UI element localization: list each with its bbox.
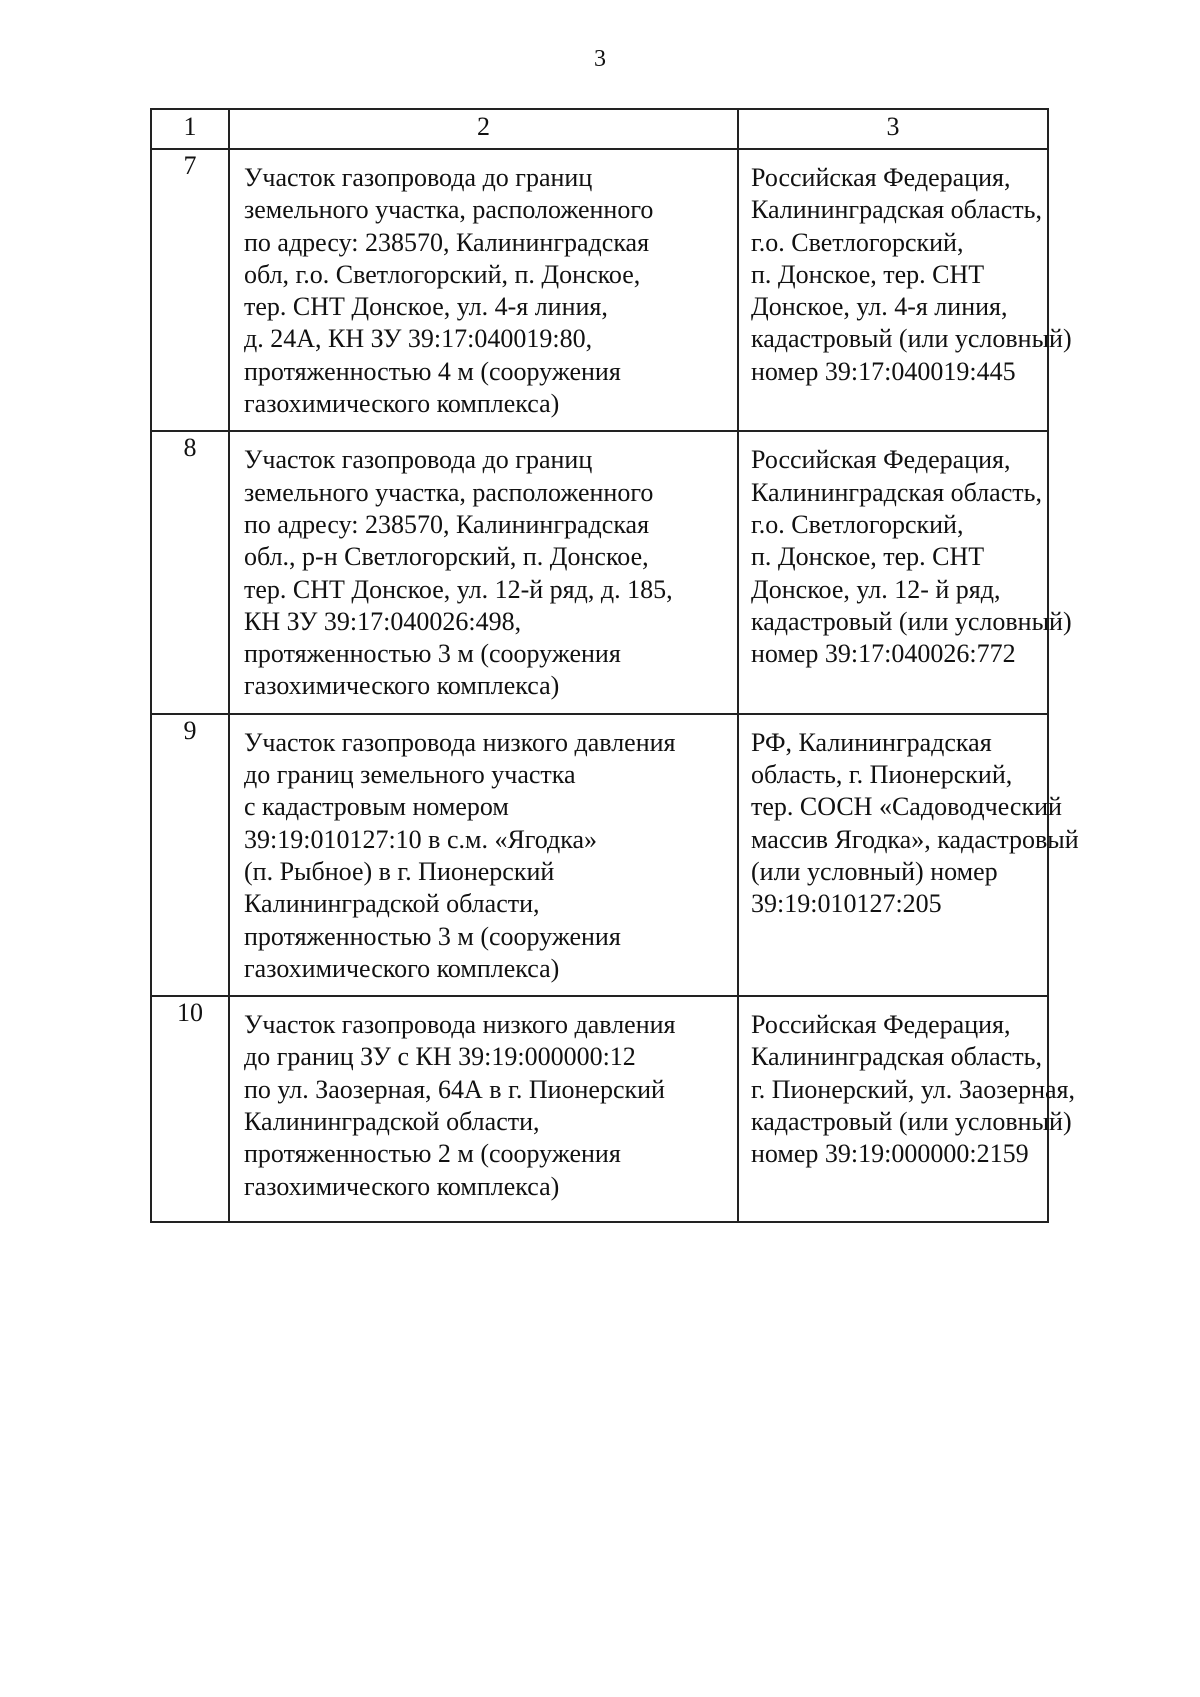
address-line: номер 39:17:040019:445 xyxy=(751,356,1016,386)
description-line: Участок газопровода до границ xyxy=(244,445,593,475)
address-line: Калининградская область, xyxy=(751,477,1042,507)
column-header: 3 xyxy=(738,109,1048,149)
description-line: КН ЗУ 39:17:040026:498, xyxy=(244,606,522,636)
object-description xyxy=(229,714,738,996)
description-line: газохимического комплекса) xyxy=(244,389,560,419)
description-line: земельного участка, расположенного xyxy=(244,477,654,507)
row-number: 8 xyxy=(151,431,229,713)
description-line: газохимического комплекса) xyxy=(244,1171,560,1201)
address-line: РФ, Калининградская xyxy=(751,727,992,757)
description-line: протяженностью 3 м (сооружения xyxy=(244,639,621,669)
description-line: д. 24А, КН ЗУ 39:17:040019:80, xyxy=(244,324,593,354)
table-row xyxy=(151,714,1048,996)
description-line: протяженностью 3 м (сооружения xyxy=(244,921,621,951)
address-line: кадастровый (или условный) xyxy=(751,606,1072,636)
description-line: с кадастровым номером xyxy=(244,792,509,822)
table-row xyxy=(151,431,1048,713)
row-number: 7 xyxy=(151,149,229,431)
address-line: (или условный) номер xyxy=(751,856,998,886)
address-line: тер. СОСН «Садоводческий xyxy=(751,792,1062,822)
address-line: г.о. Светлогорский, xyxy=(751,509,964,539)
object-description xyxy=(229,996,738,1222)
description-line: Калининградской области, xyxy=(244,1107,540,1137)
object-address xyxy=(738,996,1075,1222)
description-line: по ул. Заозерная, 64А в г. Пионерский xyxy=(244,1074,665,1104)
description-line: до границ земельного участка xyxy=(244,760,576,790)
object-description xyxy=(229,149,738,431)
column-header: 2 xyxy=(229,109,738,149)
address-line: кадастровый (или условный) xyxy=(751,1107,1072,1137)
object-description xyxy=(229,431,738,713)
registry-table xyxy=(150,108,1079,1223)
description-line: Участок газопровода низкого давления xyxy=(244,727,676,757)
description-line: газохимического комплекса) xyxy=(244,953,560,983)
address-line: Российская Федерация, xyxy=(751,163,1011,192)
table-row xyxy=(151,996,1048,1222)
address-line: кадастровый (или условный) xyxy=(751,324,1072,354)
description-line: по адресу: 238570, Калининградская xyxy=(244,509,650,539)
description-line: земельного участка, расположенного xyxy=(244,195,654,225)
table-row xyxy=(151,149,1048,431)
description-line: Калининградской области, xyxy=(244,889,540,919)
address-line: область, г. Пионерский, xyxy=(751,760,1013,790)
object-address xyxy=(738,714,1079,996)
description-line: обл, г.о. Светлогорский, п. Донское, xyxy=(244,259,641,289)
description-line: Участок газопровода до границ xyxy=(244,163,593,192)
column-header: 1 xyxy=(151,109,229,149)
row-number: 9 xyxy=(151,714,229,996)
description-line: 39:19:010127:10 в с.м. «Ягодка» xyxy=(244,824,598,854)
description-line: обл., р-н Светлогорский, п. Донское, xyxy=(244,542,649,572)
address-line: г. Пионерский, ул. Заозерная, xyxy=(751,1074,1075,1104)
object-address xyxy=(738,431,1072,713)
description-line: газохимического комплекса) xyxy=(244,671,560,701)
description-line: по адресу: 238570, Калининградская xyxy=(244,227,650,257)
address-line: номер 39:17:040026:772 xyxy=(751,639,1016,669)
address-line: Калининградская область, xyxy=(751,1042,1042,1072)
address-line: массив Ягодка», кадастровый xyxy=(751,824,1079,854)
description-line: до границ ЗУ с КН 39:19:000000:12 xyxy=(244,1042,636,1072)
table-header-row xyxy=(151,109,1048,149)
address-line: г.о. Светлогорский, xyxy=(751,227,964,257)
address-line: п. Донское, тер. СНТ xyxy=(751,259,985,289)
row-number: 10 xyxy=(151,996,229,1222)
address-line: Калининградская область, xyxy=(751,195,1042,225)
description-line: Участок газопровода низкого давления xyxy=(244,1010,676,1040)
description-line: протяженностью 2 м (сооружения xyxy=(244,1139,621,1169)
page-number: 3 xyxy=(594,46,606,72)
description-line: (п. Рыбное) в г. Пионерский xyxy=(244,856,555,886)
address-line: п. Донское, тер. СНТ xyxy=(751,542,985,572)
object-address xyxy=(738,149,1072,431)
address-line: Донское, ул. 12- й ряд, xyxy=(751,574,1001,604)
address-line: номер 39:19:000000:2159 xyxy=(751,1139,1029,1169)
address-line: 39:19:010127:205 xyxy=(751,889,942,919)
address-line: Российская Федерация, xyxy=(751,445,1011,475)
description-line: протяженностью 4 м (сооружения xyxy=(244,356,621,386)
address-line: Донское, ул. 4-я линия, xyxy=(751,292,1008,322)
description-line: тер. СНТ Донское, ул. 12-й ряд, д. 185, xyxy=(244,574,673,604)
address-line: Российская Федерация, xyxy=(751,1010,1011,1040)
description-line: тер. СНТ Донское, ул. 4-я линия, xyxy=(244,292,608,322)
